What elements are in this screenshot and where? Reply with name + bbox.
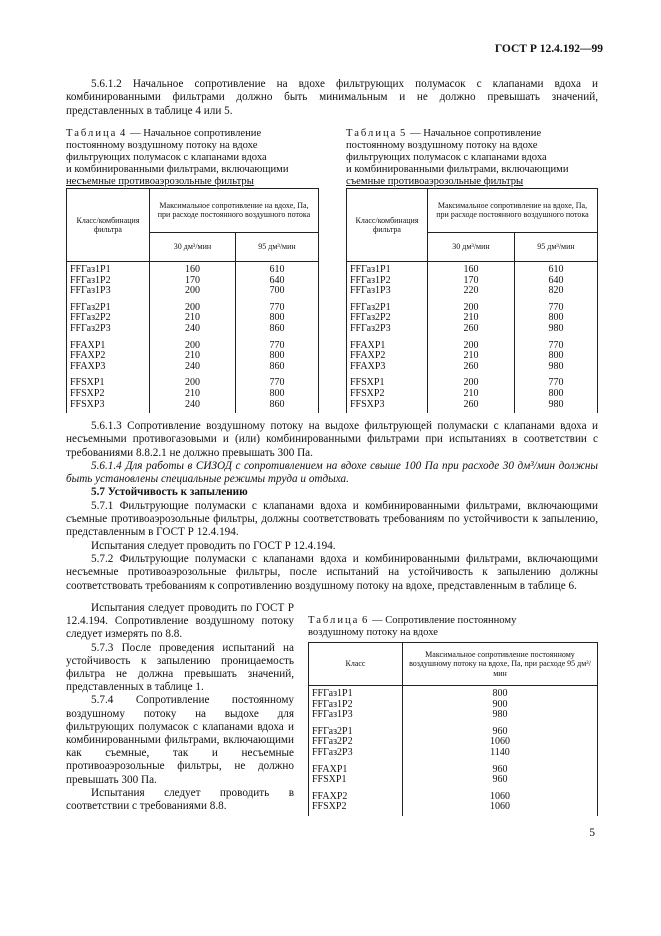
table-cell-class: [347, 262, 428, 300]
table-cell-line: 800: [548, 350, 564, 362]
table-row-group: [67, 300, 319, 338]
table-cell-class: [347, 338, 428, 376]
table-cell-line: 210: [463, 312, 479, 324]
table-cell-value: [428, 375, 515, 413]
table-cell-line: FFГаз2P2: [312, 736, 353, 748]
table-cell-value: [236, 262, 319, 300]
table-row-group: [347, 375, 598, 413]
table-cell-line: 820: [548, 285, 564, 297]
table-cell-class: [67, 375, 150, 413]
table-cell-line: FFAXP1: [312, 763, 348, 775]
table-row-group: [347, 262, 598, 300]
table-row-group: [309, 724, 598, 762]
table-cell-line: 240: [185, 360, 200, 372]
table-cell-line: 640: [269, 274, 285, 286]
paragraph-5-7-3: 5.7.3 После проведения испытаний на устойчивость к запылению проницаемость фильтра не должна превышать значений, представленных в таблице 1.: [66, 641, 294, 694]
table-cell-line: FFSXP3: [350, 398, 385, 410]
table-cell-line: FFГаз1P3: [70, 285, 111, 297]
table6-header-value: Максимальное сопротивление постоянному воздушному потоку на вдохе, Па, при расходе 95 дм³/мин: [403, 643, 598, 686]
table-cell-line: 1060: [490, 801, 510, 813]
table-row-group: [67, 262, 319, 300]
table-cell-line: 800: [269, 387, 285, 399]
table-cell-line: FFГаз2P1: [312, 725, 353, 737]
table-cell-line: 770: [548, 301, 564, 313]
table-cell-line: FFГаз1P3: [350, 285, 391, 297]
table-cell-line: 800: [548, 387, 564, 399]
table-row-group: [67, 375, 319, 413]
table-cell-line: 980: [548, 360, 564, 372]
table-cell-value: [515, 338, 598, 376]
table-cell-line: 860: [269, 360, 285, 372]
table-cell-line: 860: [269, 322, 285, 334]
paragraph-5-6-1-4: 5.6.1.4 Для работы в СИЗОД с сопротивлением на вдохе свыше 100 Па при расходе 30 дм³/мин должны быть установлены специальные режимы труда и отдыха.: [66, 459, 598, 486]
table-cell-value: [236, 300, 319, 338]
table-row-group: [309, 789, 598, 816]
table-cell-line: FFГаз2P1: [70, 301, 111, 313]
table-cell-line: 770: [269, 301, 285, 313]
table4-label: Таблица: [66, 128, 118, 139]
table-cell-line: 160: [185, 264, 200, 275]
table-cell-line: 980: [548, 322, 564, 334]
table-cell-line: FFAXP3: [350, 360, 386, 372]
table-cell-value: [150, 262, 236, 300]
table-cell-line: FFSXP3: [70, 398, 105, 410]
table-cell-line: 200: [185, 301, 200, 313]
table-cell-line: 640: [548, 274, 564, 286]
table-cell-line: 860: [269, 398, 285, 410]
table-cell-line: 770: [548, 339, 564, 351]
table-cell-line: 200: [463, 377, 479, 389]
table-cell-line: 610: [269, 264, 285, 275]
table-cell-value: [515, 375, 598, 413]
table4-header-95: 95 дм³/мин: [236, 232, 319, 261]
table4-header-class: Класс/комбинация фильтра: [67, 189, 150, 262]
table-cell-value: [150, 338, 236, 376]
table-cell-line: 260: [463, 322, 479, 334]
table-cell-line: 240: [185, 322, 200, 334]
table-cell-class: [67, 262, 150, 300]
table-cell-line: 210: [185, 350, 200, 362]
table-cell-value: [403, 789, 598, 816]
table-cell-line: 210: [463, 350, 479, 362]
table5-caption: [346, 128, 598, 188]
table-cell-line: 210: [185, 387, 200, 399]
table-cell-line: 900: [492, 698, 508, 710]
table-cell-value: [515, 262, 598, 300]
paragraph-5-7-4-tests: Испытания следует проводить в соответствии с требованиями 8.8.: [66, 786, 294, 813]
table-cell-line: 200: [185, 339, 200, 351]
table-cell-value: [428, 300, 515, 338]
table-cell-value: [403, 724, 598, 762]
table4-caption-line: постоянному воздушному потоку на вдохе: [66, 140, 258, 152]
table-cell-value: [236, 338, 319, 376]
table-cell-line: 1060: [490, 736, 510, 748]
table-cell-line: FFГаз1P2: [70, 274, 111, 286]
left-column-text: [66, 602, 294, 813]
paragraph-5-7-4: 5.7.4 Сопротивление постоянному воздушному потоку на выдохе для фильтрующих полумасок с клапанами вдоха и комбинированными фильтрами, включающими как съемные, так и несъемные противоаэрозольные фильтры, не должно превышать 300 Па.: [66, 694, 294, 786]
table5-header-30: 30 дм³/мин: [428, 232, 515, 261]
table-cell-line: 700: [269, 285, 285, 297]
table-cell-line: FFAXP2: [350, 350, 386, 362]
table5-header-95: 95 дм³/мин: [515, 232, 598, 261]
table4-header-30: 30 дм³/мин: [150, 232, 236, 261]
table-cell-line: 770: [548, 377, 564, 389]
table5-header-class: Класс/комбинация фильтра: [347, 189, 428, 262]
table-cell-line: FFSXP1: [312, 774, 347, 786]
table-cell-line: FFГаз2P3: [350, 322, 391, 334]
table-cell-line: 980: [492, 709, 508, 721]
table-cell-line: 770: [269, 377, 285, 389]
table4-caption: [66, 128, 316, 188]
table-cell-value: [403, 686, 598, 724]
table6-caption-line: воздушному потоку на вдохе: [308, 627, 438, 639]
table-cell-line: 960: [492, 774, 508, 786]
table-cell-class: [347, 375, 428, 413]
table-cell-line: FFГаз2P2: [350, 312, 391, 324]
table-cell-line: FFAXP3: [70, 360, 106, 372]
table6-caption-line: — Сопротивление постоянному: [371, 615, 517, 626]
table-cell-line: FFГаз2P3: [312, 746, 353, 758]
table-cell-line: 160: [463, 264, 479, 275]
table-cell-line: FFГаз2P3: [70, 322, 111, 334]
table-cell-line: FFSXP1: [350, 377, 385, 389]
table-cell-line: 210: [463, 387, 479, 399]
table-4: [66, 188, 319, 413]
table-cell-value: [515, 300, 598, 338]
table-cell-line: FFГаз1P1: [70, 264, 111, 275]
table-cell-class: [309, 762, 403, 789]
section-heading-5-7: 5.7 Устойчивость к запылению: [91, 486, 248, 499]
table-cell-line: 1140: [490, 746, 510, 758]
table-6: [308, 642, 598, 816]
table-cell-line: 210: [185, 312, 200, 324]
table-cell-class: [309, 789, 403, 816]
table-cell-line: 170: [463, 274, 479, 286]
table-cell-line: FFГаз2P1: [350, 301, 391, 313]
table-cell-line: FFГаз1P2: [350, 274, 391, 286]
table-cell-line: 220: [463, 285, 479, 297]
table-cell-line: FFSXP1: [70, 377, 105, 389]
table-cell-line: 240: [185, 398, 200, 410]
table-cell-line: FFГаз1P2: [312, 698, 353, 710]
table-cell-line: FFSXP2: [312, 801, 347, 813]
table-cell-line: FFГаз2P2: [70, 312, 111, 324]
table-cell-line: FFГаз1P1: [312, 688, 353, 699]
table-cell-line: FFAXP1: [70, 339, 106, 351]
table5-caption-line: и комбинированными фильтрами, включающими: [346, 164, 569, 176]
table5-caption-line: съемные противоаэрозольные фильтры: [346, 176, 524, 188]
table-cell-value: [236, 375, 319, 413]
paragraph-5-6-1-3: 5.6.1.3 Сопротивление воздушному потоку на выдохе фильтрующей полумаски с клапанами вдоха и несъемными противогазовыми и (или) комбинированными фильтрами при испытаниях в соответствии с требованиями 8.8.2.1 не должно превышать 300 Па.: [66, 420, 598, 459]
table4-caption-line: — Начальное сопротивление: [129, 128, 262, 139]
table-cell-line: 610: [548, 264, 564, 275]
table-cell-class: [347, 300, 428, 338]
document-code: ГОСТ Р 12.4.192—99: [494, 43, 603, 55]
table-cell-line: 800: [492, 688, 508, 699]
body-text-section: [66, 420, 598, 593]
table-cell-line: FFAXP2: [312, 790, 348, 802]
table-row-group: [309, 686, 598, 724]
table4-caption-line: несъемные противоаэрозольные фильтры: [66, 176, 254, 188]
table-cell-line: 200: [185, 377, 200, 389]
table-cell-line: 800: [269, 312, 285, 324]
table-cell-line: 770: [269, 339, 285, 351]
table-cell-line: 200: [463, 339, 479, 351]
table-row-group: [67, 338, 319, 376]
table-cell-class: [67, 300, 150, 338]
table4-header-group: Максимальное сопротивление на вдохе, Па, при расходе постоянного воздушного потока: [150, 189, 319, 233]
table-cell-line: 170: [185, 274, 200, 286]
table6-header-class: Класс: [309, 643, 403, 686]
table-cell-class: [309, 686, 403, 724]
table-5: [346, 188, 598, 413]
table6-label: Таблица: [308, 615, 360, 626]
table-row-group: [309, 762, 598, 789]
paragraph-5-7-2-tests: Испытания следует проводить по ГОСТ Р 12.4.194. Сопротивление воздушному потоку следует измерять по 8.8.: [66, 602, 294, 641]
table-cell-value: [428, 338, 515, 376]
table5-label: Таблица: [346, 128, 398, 139]
paragraph-text: 5.6.1.2 Начальное сопротивление на вдохе фильтрующих полумасок с клапанами вдоха и комбинированными фильтрами должно быть минимальным и не должно превышать значений, представленных в таблице 4 или 5.: [66, 78, 598, 117]
page-number: 5: [589, 827, 595, 839]
table4-caption-line: и комбинированными фильтрами, включающими: [66, 164, 289, 176]
table5-caption-line: — Начальное сопротивление: [409, 128, 542, 139]
table-cell-line: 960: [492, 725, 508, 737]
table-cell-line: 200: [185, 285, 200, 297]
table5-header-group: Максимальное сопротивление на вдохе, Па, при расходе постоянного воздушного потока: [428, 189, 598, 233]
paragraph-5-7-1: 5.7.1 Фильтрующие полумаски с клапанами вдоха и комбинированными фильтрами, включающими съемные противоаэрозольные фильтры, должны соответствовать требованиям по устойчивости к запылению, представленным в ГОСТ Р 12.4.194.: [66, 499, 598, 539]
table-row-group: [347, 338, 598, 376]
table-cell-line: FFГаз1P3: [312, 709, 353, 721]
table-cell-line: 800: [269, 350, 285, 362]
paragraph-5-6-1-2: [66, 78, 598, 118]
table-row-group: [347, 300, 598, 338]
table-cell-value: [150, 375, 236, 413]
table-cell-class: [67, 338, 150, 376]
table-cell-value: [403, 762, 598, 789]
table-cell-line: FFAXP1: [350, 339, 386, 351]
table-cell-class: [309, 724, 403, 762]
table-cell-line: 800: [548, 312, 564, 324]
table-cell-line: FFSXP2: [350, 387, 385, 399]
table-cell-line: 960: [492, 763, 508, 775]
table-cell-value: [428, 262, 515, 300]
paragraph-5-7-1-tests: Испытания следует проводить по ГОСТ Р 12.4.194.: [91, 539, 336, 552]
table4-number: 4: [120, 128, 128, 139]
table-cell-line: FFAXP2: [70, 350, 106, 362]
table-cell-line: 980: [548, 398, 564, 410]
table5-number: 5: [400, 128, 408, 139]
table-cell-value: [150, 300, 236, 338]
table-cell-line: 260: [463, 398, 479, 410]
table-cell-line: FFSXP2: [70, 387, 105, 399]
table5-caption-line: постоянному воздушному потоку на вдохе: [346, 140, 538, 152]
table6-caption: [308, 615, 598, 639]
table-cell-line: 1060: [490, 790, 510, 802]
table-cell-line: 200: [463, 301, 479, 313]
table6-number: 6: [362, 615, 370, 626]
table-cell-line: 260: [463, 360, 479, 372]
table-cell-line: FFГаз1P1: [350, 264, 391, 275]
paragraph-5-7-2: 5.7.2 Фильтрующие полумаски с клапанами вдоха и комбинированными фильтрами, включающими несъемные противоаэрозольные фильтры, после испытаний на устойчивость к запылению должны соответствовать требованиям к сопротивлению воздушному потоку на вдохе, представленным в таблице 6.: [66, 552, 598, 592]
table4-caption-line: фильтрующих полумасок с клапанами вдоха: [66, 152, 267, 164]
table5-caption-line: фильтрующих полумасок с клапанами вдоха: [346, 152, 547, 164]
